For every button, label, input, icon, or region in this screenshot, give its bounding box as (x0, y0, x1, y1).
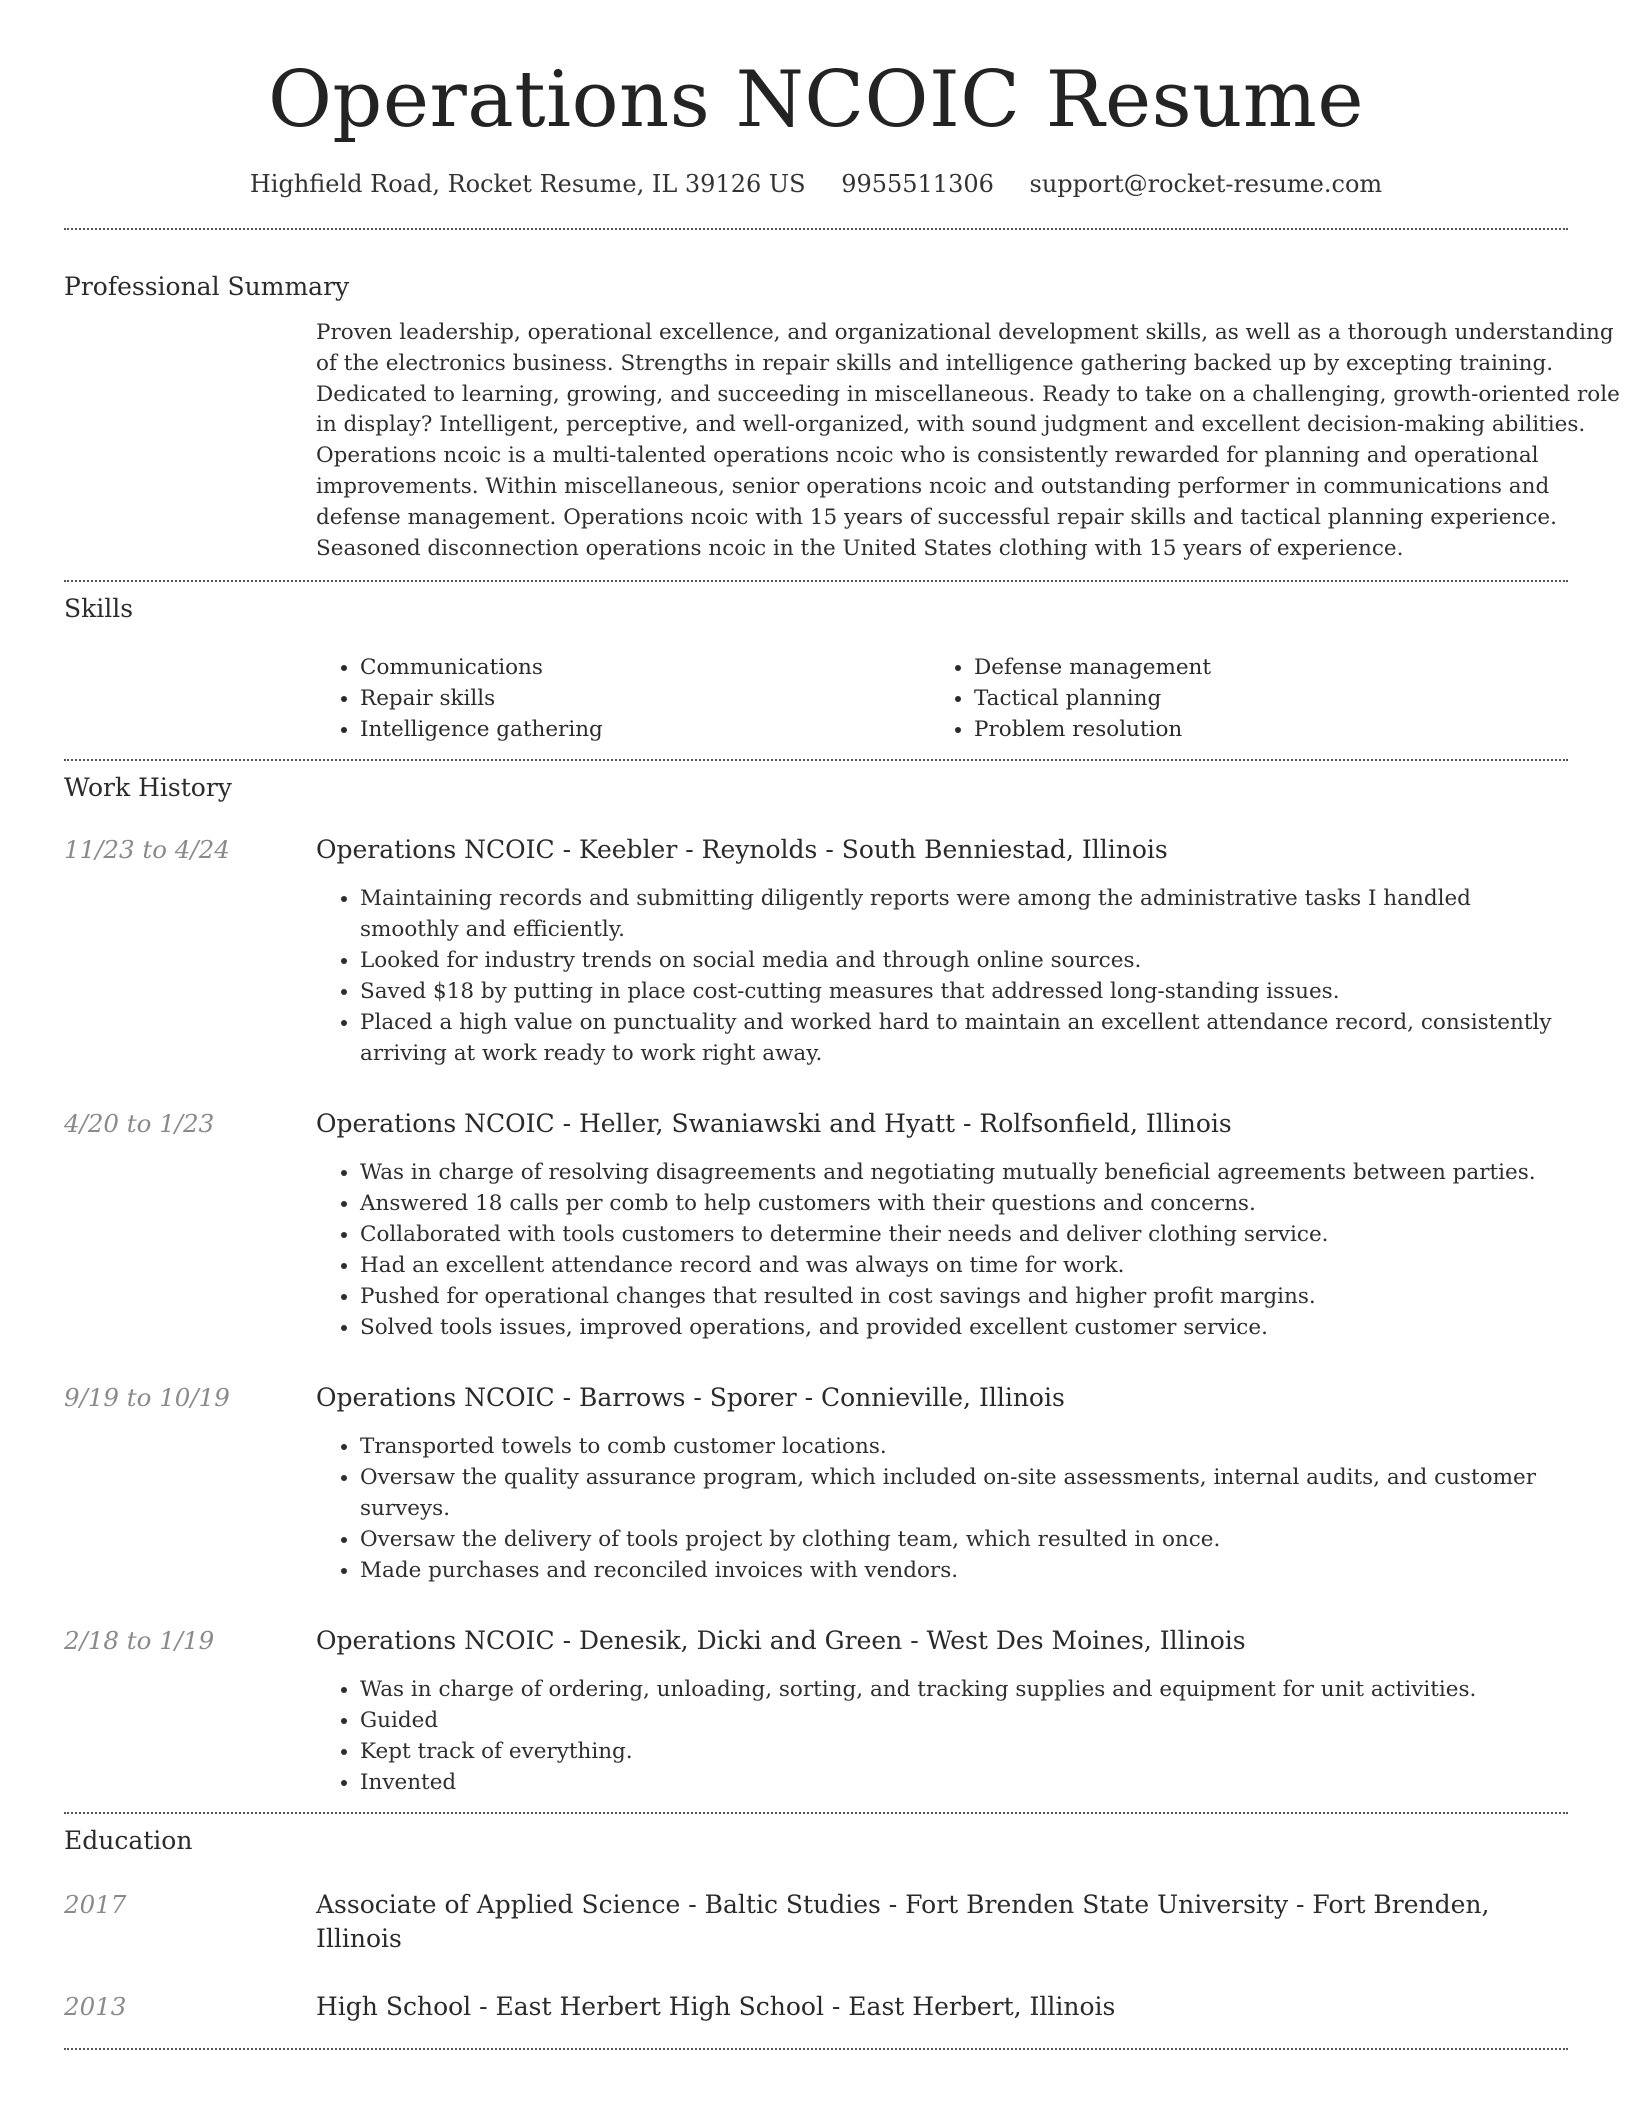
job-bullet: • Maintaining records and submitting diligently reports were among the administrative tasks I handled smoothly and efficiently. (360, 883, 1568, 945)
education-section (64, 1814, 1568, 2024)
skills-column-left (316, 652, 930, 745)
job-date: 2/18 to 1/19 (64, 1626, 215, 1656)
job-body (316, 1624, 1568, 1798)
section-heading-work: Work History (64, 773, 232, 803)
job-bullet: • Guided (360, 1705, 1568, 1736)
job-title: Operations NCOIC - Heller, Swaniawski and Hyatt - Rolfsonfield, Illinois (316, 1109, 1232, 1139)
job-bullet: • Placed a high value on punctuality and worked hard to maintain an excellent attendance record, consistently arriving at work ready to work right away. (360, 1007, 1568, 1069)
job-bullets (316, 1157, 1568, 1343)
job-bullet: • Oversaw the quality assurance program, which included on-site assessments, internal audits, and customer surveys. (360, 1462, 1568, 1524)
job-title: Operations NCOIC - Barrows - Sporer - Connieville, Illinois (316, 1383, 1065, 1413)
skill-item: • Communications (360, 652, 930, 683)
contact-address: Highfield Road, Rocket Resume, IL 39126 US (249, 170, 806, 198)
job-title: Operations NCOIC - Keebler - Reynolds - South Benniestad, Illinois (316, 835, 1168, 865)
job-bullet: • Invented (360, 1767, 1568, 1798)
job-body (316, 1107, 1568, 1343)
divider (64, 228, 1568, 230)
skill-item: • Defense management (974, 652, 1544, 683)
skill-item: • Intelligence gathering (360, 714, 930, 745)
skill-item: • Tactical planning (974, 683, 1544, 714)
job-bullet: • Had an excellent attendance record and was always on time for work. (360, 1250, 1568, 1281)
job-entry (64, 833, 1568, 1069)
skills-list (316, 652, 1568, 745)
job-bullets (316, 883, 1568, 1069)
job-bullet: • Pushed for operational changes that resulted in cost savings and higher profit margins. (360, 1281, 1568, 1312)
contact-email: support@rocket-resume.com (1029, 170, 1383, 198)
job-bullets (316, 1431, 1568, 1586)
job-bullet: • Transported towels to comb customer locations. (360, 1431, 1568, 1462)
section-heading-skills: Skills (64, 594, 134, 624)
skills-section (64, 582, 1568, 745)
job-bullet: • Oversaw the delivery of tools project by clothing team, which resulted in once. (360, 1524, 1568, 1555)
job-date: 4/20 to 1/23 (64, 1109, 215, 1139)
job-bullet: • Looked for industry trends on social media and through online sources. (360, 945, 1568, 976)
education-date: 2017 (64, 1890, 127, 1920)
contact-line (64, 168, 1568, 200)
job-bullet: • Was in charge of ordering, unloading, sorting, and tracking supplies and equipment for unit activities. (360, 1674, 1568, 1705)
job-bullet: • Kept track of everything. (360, 1736, 1568, 1767)
skill-item: • Problem resolution (974, 714, 1544, 745)
job-bullet: • Was in charge of resolving disagreements and negotiating mutually beneficial agreements between parties. (360, 1157, 1568, 1188)
summary-text: Proven leadership, operational excellence, and organizational development skills, as well as a thorough understanding of the electronics business. Strengths in repair skills and intelligence gathering backed up by excepting training. Dedicated to learning, growing, and succeeding in miscellaneous. Ready to take on a challenging, growth-oriented role in display? Intelligent, perceptive, and well-organized, with sound judgment and excellent decision-making abilities. Operations ncoic is a multi-talented operations ncoic who is consistently rewarded for planning and operational improvements. Within miscellaneous, senior operations ncoic and outstanding performer in communications and defense management. Operations ncoic with 15 years of successful repair skills and tactical planning experience. Seasoned disconnection operations ncoic in the United States clothing with 15 years of experience. (316, 320, 1620, 561)
education-title: Associate of Applied Science - Baltic Studies - Fort Brenden State University - Fort Brenden, Illinois (316, 1890, 1490, 1954)
job-bullet: • Solved tools issues, improved operations, and provided excellent customer service. (360, 1312, 1568, 1343)
page-title: Operations NCOIC Resume (267, 55, 1365, 145)
job-body (316, 1381, 1568, 1586)
job-bullet: • Made purchases and reconciled invoices with vendors. (360, 1555, 1568, 1586)
divider (64, 2048, 1568, 2050)
job-body (316, 833, 1568, 1069)
education-date: 2013 (64, 1992, 127, 2022)
job-entry (64, 1624, 1568, 1798)
job-date: 11/23 to 4/24 (64, 835, 230, 865)
job-title: Operations NCOIC - Denesik, Dicki and Green - West Des Moines, Illinois (316, 1626, 1246, 1656)
education-title: High School - East Herbert High School - East Herbert, Illinois (316, 1992, 1116, 2022)
education-body (316, 1990, 1568, 2024)
job-bullet: • Saved $18 by putting in place cost-cutting measures that addressed long-standing issues. (360, 976, 1568, 1007)
section-heading-education: Education (64, 1826, 193, 1856)
job-bullet: • Collaborated with tools customers to determine their needs and deliver clothing service. (360, 1219, 1568, 1250)
skills-column-right (930, 652, 1544, 745)
job-entry (64, 1381, 1568, 1586)
job-date: 9/19 to 10/19 (64, 1383, 230, 1413)
job-entry (64, 1107, 1568, 1343)
education-body (316, 1888, 1568, 1956)
job-bullets (316, 1674, 1568, 1798)
section-heading-summary: Professional Summary (64, 272, 350, 301)
education-entry (64, 1990, 1568, 2024)
contact-phone: 9955511306 (841, 170, 994, 198)
job-bullet: • Answered 18 calls per comb to help customers with their questions and concerns. (360, 1188, 1568, 1219)
skill-item: • Repair skills (360, 683, 930, 714)
work-history-section (64, 761, 1568, 1798)
education-entry (64, 1888, 1568, 1956)
